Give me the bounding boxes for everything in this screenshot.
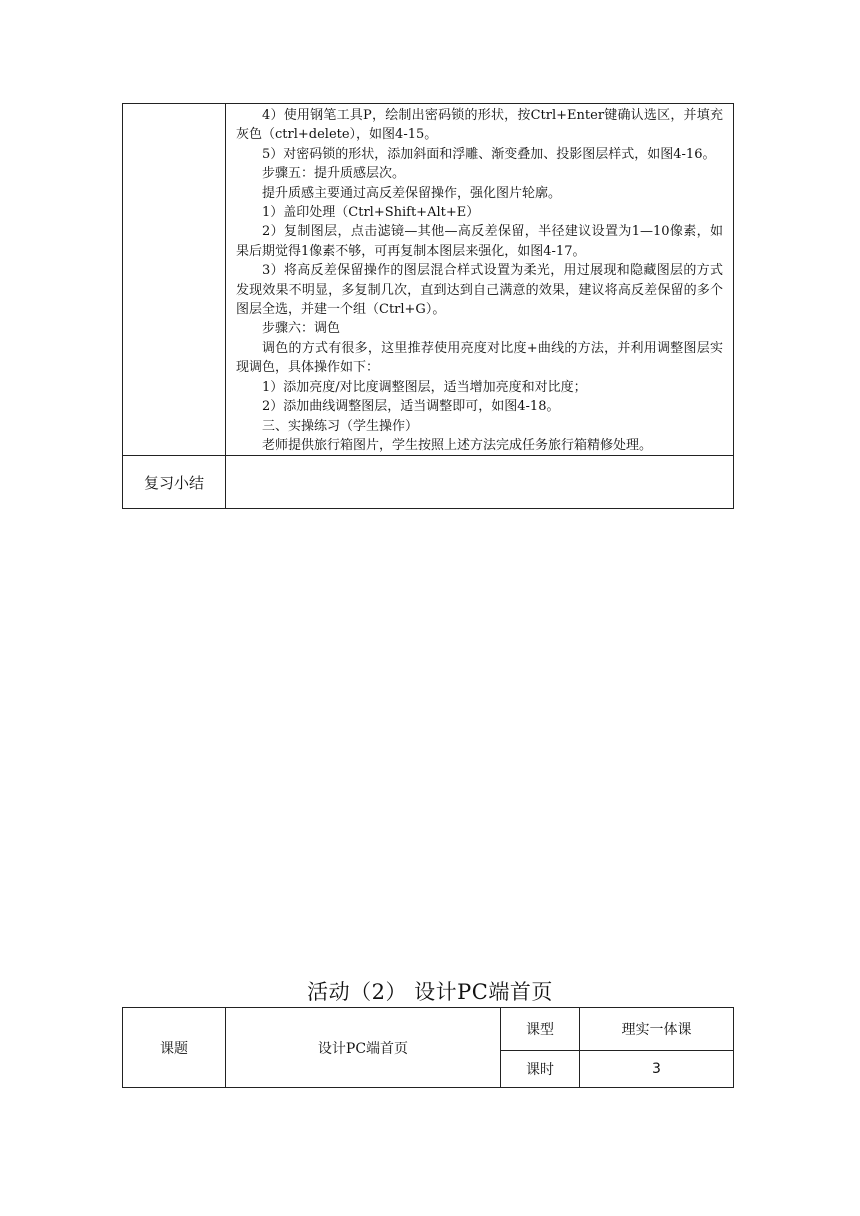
hours-value: 3 bbox=[580, 1051, 734, 1088]
review-row bbox=[123, 456, 734, 509]
paragraph: 步骤六：调色 bbox=[262, 321, 341, 337]
lesson-steps bbox=[226, 104, 733, 455]
topic-value: 设计PC端首页 bbox=[226, 1008, 501, 1088]
paragraph: 2）添加曲线调整图层，适当调整即可，如图4-18。 bbox=[262, 399, 560, 415]
lesson-content-table bbox=[122, 103, 734, 509]
activity-heading: 活动（2） 设计PC端首页 bbox=[307, 980, 553, 1004]
content-label-cell bbox=[123, 104, 226, 456]
paragraph: 2）复制图层，点击滤镜—其他—高反差保留，半径建议设置为1—10像素，如果后期觉得1像素不够，可再复制本图层来强化，如图4-17。 bbox=[236, 224, 723, 259]
paragraph: 5）对密码锁的形状，添加斜面和浮雕、渐变叠加、投影图层样式，如图4-16。 bbox=[262, 146, 716, 162]
content-cell bbox=[226, 104, 734, 456]
type-value: 理实一体课 bbox=[580, 1008, 734, 1051]
type-label: 课型 bbox=[501, 1008, 580, 1051]
hours-label: 课时 bbox=[501, 1051, 580, 1088]
topic-label: 课题 bbox=[123, 1008, 226, 1088]
paragraph: 老师提供旅行箱图片，学生按照上述方法完成任务旅行箱精修处理。 bbox=[262, 437, 653, 453]
content-row bbox=[123, 104, 734, 456]
paragraph: 3）将高反差保留操作的图层混合样式设置为柔光，用过展现和隐藏图层的方式发现效果不明显，多复制几次，直到达到自己满意的效果，建议将高反差保留的多个图层全选，并建一个组（Ctrl+G）。 bbox=[236, 263, 723, 318]
lesson-info-table bbox=[122, 1007, 734, 1088]
paragraph: 1）添加亮度/对比度调整图层，适当增加亮度和对比度； bbox=[262, 379, 587, 395]
paragraph: 1）盖印处理（Ctrl+Shift+Alt+E） bbox=[262, 205, 480, 221]
review-label: 复习小结 bbox=[123, 456, 226, 509]
paragraph: 三、实操练习（学生操作） bbox=[262, 418, 419, 434]
info-row-1 bbox=[123, 1008, 734, 1051]
paragraph: 调色的方式有很多，这里推荐使用亮度对比度+曲线的方法，并利用调整图层实现调色，具体操作如下： bbox=[236, 340, 723, 376]
paragraph: 提升质感主要通过高反差保留操作，强化图片轮廓。 bbox=[262, 185, 562, 201]
paragraph: 步骤五：提升质感层次。 bbox=[262, 166, 406, 182]
review-content bbox=[226, 456, 734, 509]
paragraph: 4）使用钢笔工具P，绘制出密码锁的形状，按Ctrl+Enter键确认选区，并填充灰色（ctrl+delete），如图4-15。 bbox=[236, 108, 723, 143]
